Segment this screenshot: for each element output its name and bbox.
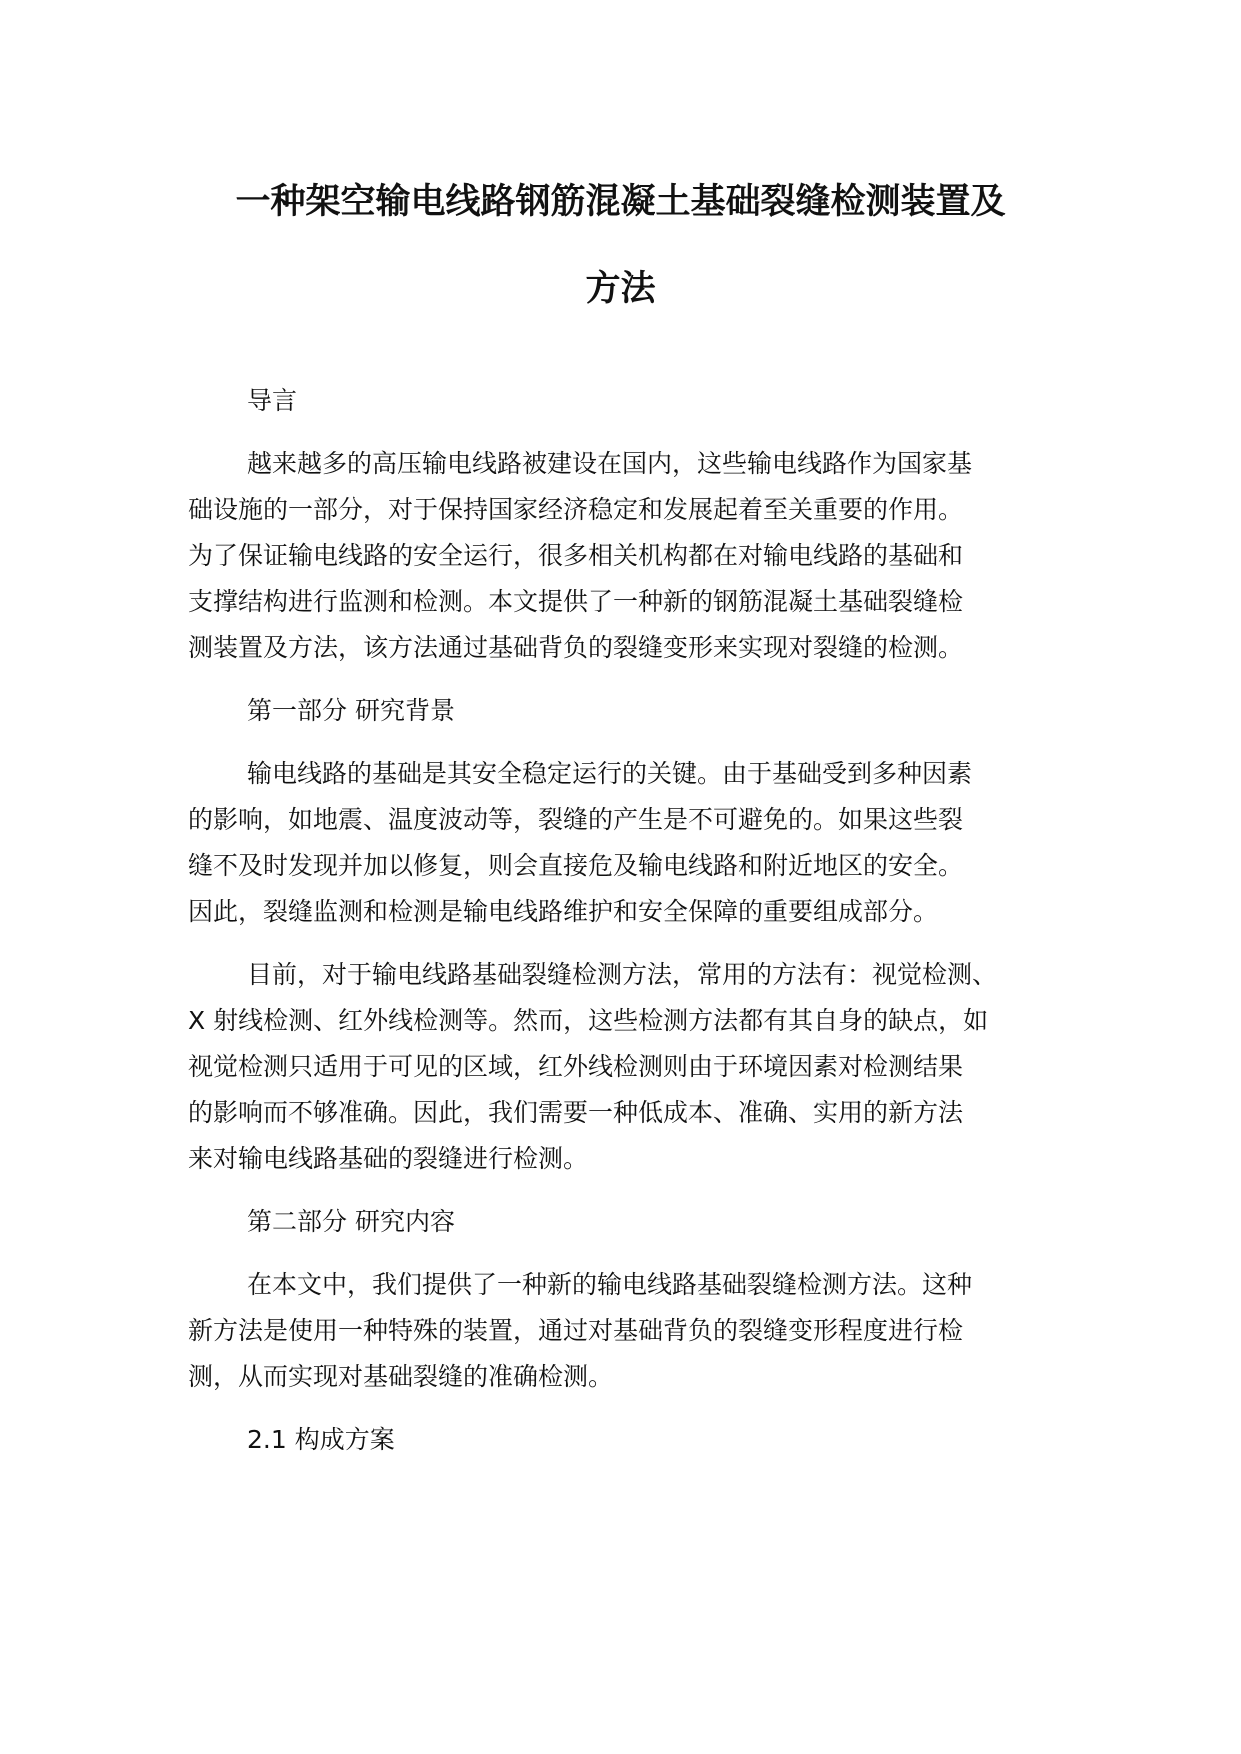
paragraph-line: 支撑结构进行监测和检测。本文提供了一种新的钢筋混凝土基础裂缝检 [188,587,964,616]
paragraph-line: 为了保证输电线路的安全运行，很多相关机构都在对输电线路的基础和 [188,541,964,570]
paragraph-line: 越来越多的高压输电线路被建设在国内，这些输电线路作为国家基 [247,449,973,478]
section-heading-part1: 第一部分 研究背景 [247,696,455,725]
paragraph-line: 因此，裂缝监测和检测是输电线路维护和安全保障的重要组成部分。 [188,897,939,926]
section-heading-part2: 第二部分 研究内容 [247,1207,455,1236]
document-body [188,378,1068,1480]
paragraph-line: 在本文中，我们提供了一种新的输电线路基础裂缝检测方法。这种 [247,1270,973,1299]
paragraph-line: 目前，对于输电线路基础裂缝检测方法，常用的方法有：视觉检测、 [247,960,998,989]
paragraph-intro [188,441,1068,671]
paragraph-line: 础设施的一部分，对于保持国家经济稳定和发展起着至关重要的作用。 [188,495,964,524]
paragraph-line: 测，从而实现对基础裂缝的准确检测。 [188,1362,614,1391]
paragraph-line: X 射线检测、红外线检测等。然而，这些检测方法都有其自身的缺点，如 [188,1006,989,1035]
paragraph-line: 的影响，如地震、温度波动等，裂缝的产生是不可避免的。如果这些裂 [188,805,964,834]
document-title-line-2: 方法 [585,269,656,309]
paragraph-line: 测装置及方法，该方法通过基础背负的裂缝变形来实现对裂缝的检测。 [188,633,964,662]
paragraph-line: 输电线路的基础是其安全稳定运行的关键。由于基础受到多种因素 [247,759,973,788]
paragraph-line: 的影响而不够准确。因此，我们需要一种低成本、准确、实用的新方法 [188,1098,964,1127]
paragraph-line: 视觉检测只适用于可见的区域，红外线检测则由于环境因素对检测结果 [188,1052,964,1081]
paragraph-line: 新方法是使用一种特殊的装置，通过对基础背负的裂缝变形程度进行检 [188,1316,964,1345]
paragraph-part2-1 [188,1262,1068,1400]
paragraph-part1-1 [188,751,1068,935]
document-title-line-1: 一种架空输电线路钢筋混凝土基础裂缝检测装置及 [235,182,1006,222]
subsection-heading-2-1: 2.1 构成方案 [247,1425,395,1454]
paragraph-line: 来对输电线路基础的裂缝进行检测。 [188,1144,589,1173]
paragraph-line: 缝不及时发现并加以修复，则会直接危及输电线路和附近地区的安全。 [188,851,964,880]
section-heading-intro: 导言 [247,386,298,415]
paragraph-part1-2 [188,952,1068,1182]
